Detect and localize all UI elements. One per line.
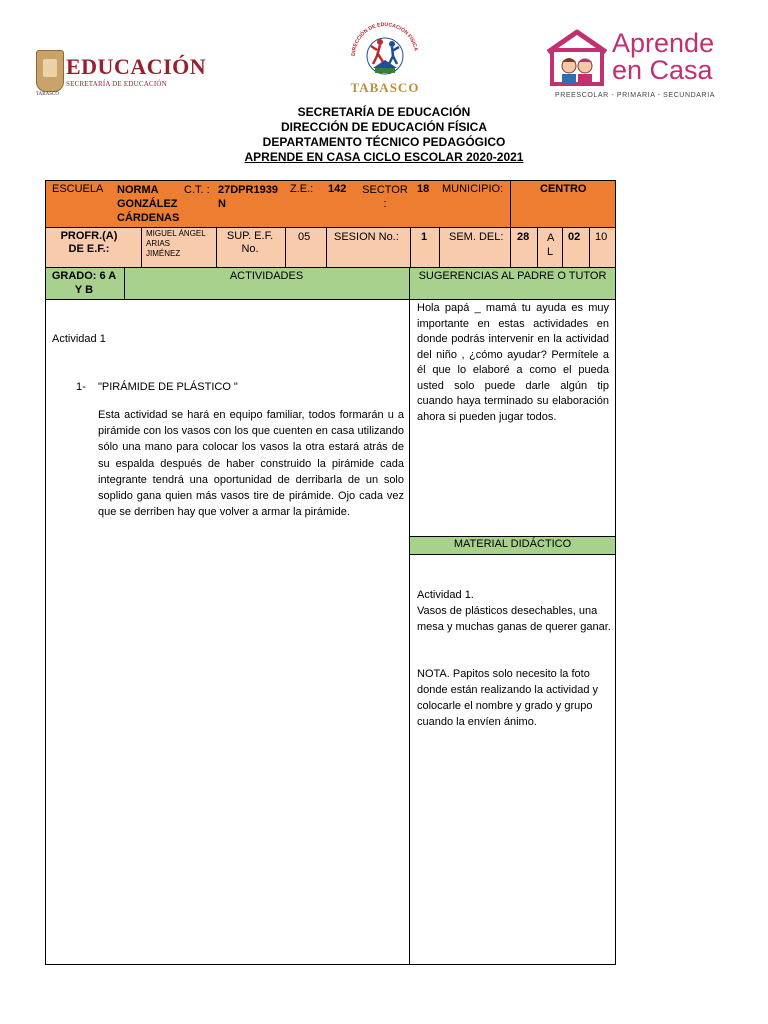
municipio-label: MUNICIPIO: (442, 183, 504, 195)
aprende-en-casa-logo-title (612, 30, 714, 84)
ze-label: Z.E.: (290, 183, 314, 195)
profr-value: MIGUEL ÁNGEL ARIAS JIMÉNEZ (146, 229, 206, 258)
material-header: MATERIAL DIDÁCTICO (453, 538, 572, 550)
coat-of-arms-icon (36, 50, 64, 92)
educacion-logo-state: TABASCO (36, 92, 59, 97)
ct-value: 27DPR1939N (218, 184, 278, 210)
house-icon (542, 28, 612, 86)
escuela-value: NORMA GONZÁLEZ CÁRDENAS (117, 184, 180, 224)
emblem-arc-text: DIRECCIÓN DE EDUCACIÓN FÍSICA (350, 21, 419, 57)
educacion-fisica-logo (343, 16, 427, 100)
teacher-info-row (46, 228, 615, 267)
material-note: NOTA. Papitos solo necesito la foto donde están realizando la actividad y colocarle el nombre y grado y grupo cuando la envíen ánimo. (417, 668, 599, 728)
educacion-logo (36, 50, 206, 96)
escuela-label: ESCUELA (52, 183, 104, 195)
aprende-word: Aprende (612, 28, 715, 58)
document-heading (0, 105, 768, 165)
en-casa-word: en Casa (612, 55, 713, 85)
activity-description: Esta actividad se hará en equipo familiar, todos formarán u a pirámide con los vasos con los que cuenten en casa utilizando sólo una mano para colocar los vasos la otra estará atrás de su espalda después de haber construido la pirámide cada integrante tendrá una oportunidad de derribarla de un solo soplido gana quien más vasos tire de pirámide. Ojo cada vez que se derriben hay que volver a armar la pirámide. (98, 409, 404, 519)
profr-label: PROFR.(A) DE E.F.: (60, 230, 118, 255)
al-label: A L (547, 232, 554, 258)
sem-from-value: 28 (517, 231, 530, 243)
heading-ciclo-escolar: APRENDE EN CASA CICLO ESCOLAR 2020-2021 (244, 150, 524, 164)
educacion-fisica-logo-state: TABASCO (350, 80, 420, 95)
actividades-header: ACTIVIDADES (229, 270, 304, 282)
sem-to-secondary: 10 (595, 231, 608, 243)
sugerencias-text: Hola papá _ mamá tu ayuda es muy importante en estas actividades en donde podrás intervenir en la actividad del niño , ¿cómo ayudar? Permítele a él que lo elaboré a como el pueda usted solo puede darle algún tip cuando haya terminado su elaboración ahora si pueden jugar todos. (417, 302, 609, 423)
heading-departamento: DEPARTAMENTO TÉCNICO PEDAGÓGICO (262, 135, 506, 149)
sesion-label: SESION No.: (334, 231, 399, 243)
material-list: Vasos de plásticos desechables, una mesa y muchas ganas de querer ganar. (417, 605, 611, 633)
physical-education-emblem-icon (347, 16, 423, 84)
sem-to-value: 02 (568, 231, 581, 243)
sector-label: SECTOR : (362, 184, 408, 210)
item-number: 1- (76, 381, 86, 393)
municipio-value: CENTRO (540, 183, 587, 195)
heading-secretaria: SECRETARÍA DE EDUCACIÓN (297, 105, 471, 119)
educacion-logo-subtitle: SECRETARÍA DE EDUCACIÓN (66, 80, 167, 88)
grado-label: GRADO: 6 A Y B (51, 270, 117, 296)
sup-label: SUP. E.F. No. (226, 230, 274, 255)
svg-text:DIRECCIÓN DE EDUCACIÓN FÍSICA (351, 22, 419, 56)
sesion-value: 1 (421, 231, 428, 243)
material-activity-title: Actividad 1. (417, 589, 474, 601)
sem-label: SEM. DEL: (449, 231, 504, 243)
planning-table (45, 180, 616, 965)
sup-value: 05 (298, 231, 311, 243)
heading-direccion: DIRECCIÓN DE EDUCACIÓN FÍSICA (280, 120, 487, 134)
aprende-en-casa-logo (540, 28, 730, 104)
educacion-logo-title: EDUCACIÓN (66, 54, 207, 79)
actividad-title: Actividad 1 (52, 333, 106, 345)
aprende-en-casa-levels: PREESCOLAR - PRIMARIA - SECUNDARIA (554, 92, 716, 99)
sector-value: 18 (417, 183, 430, 195)
sugerencias-header: SUGERENCIAS AL PADRE O TUTOR (418, 270, 607, 282)
ze-value: 142 (328, 183, 347, 195)
item-title: "PIRÁMIDE DE PLÁSTICO " (98, 381, 238, 393)
ct-label: C.T. : (184, 184, 210, 196)
